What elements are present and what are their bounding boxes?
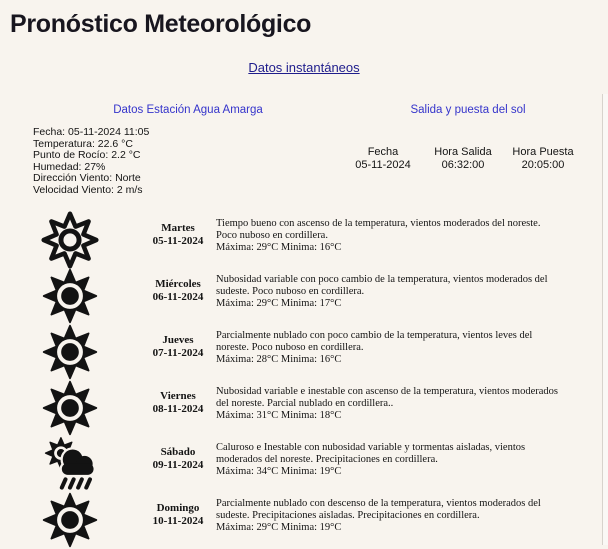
forecast-text-line: noreste. Poco nuboso en cordillera. [216, 341, 364, 353]
forecast-text-line: sudeste. Poco nuboso en cordillera. [216, 285, 365, 297]
sun-table-value-sunset: 20:05:00 [521, 159, 565, 171]
forecast-day-name: Martes [161, 222, 195, 234]
forecast-text-line: Parcialmente nublado con poco cambio de la temperatura, vientos leves del [216, 330, 533, 341]
sun-table-header-sunset: Hora Puesta [512, 146, 574, 158]
forecast-row [0, 268, 608, 324]
forecast-day-date: 09-11-2024 [152, 458, 204, 471]
sun-rain-cloud-icon [36, 435, 104, 493]
forecast-text-line: Parcialmente nublado con descenso de la temperatura, vientos moderados del [216, 498, 541, 509]
forecast-day-cell [140, 380, 216, 436]
sun-table-value-date: 05-11-2024 [355, 159, 411, 171]
sun-table-col-date [343, 146, 423, 172]
forecast-day-date: 06-11-2024 [152, 290, 204, 303]
forecast-text-line: Nubosidad variable e inestable con ascenso de la temperatura, vientos moderados [216, 386, 559, 397]
forecast-row [0, 324, 608, 380]
forecast-day-name: Sábado [160, 446, 196, 458]
forecast-description [216, 492, 608, 548]
forecast-description [216, 380, 608, 436]
station-humidity-line: Humedad: 27% [33, 160, 106, 173]
forecast-row [0, 212, 608, 268]
forecast-day-date: 08-11-2024 [152, 402, 204, 415]
forecast-day-cell [140, 492, 216, 548]
forecast-day-cell [140, 436, 216, 492]
sun-outline-icon [39, 211, 101, 269]
page-title: Pronóstico Meteorológico [10, 10, 312, 38]
forecast-icon-cell [0, 212, 140, 268]
forecast-description [216, 268, 608, 324]
forecast-text-line: Nubosidad variable con poco cambio de la temperatura, vientos moderados del [216, 274, 548, 285]
sun-table [343, 146, 583, 172]
forecast-text-line: Máxima: 29°C Minima: 17°C [216, 297, 342, 309]
sun-table-col-sunset [503, 146, 583, 172]
forecast-text-line: Máxima: 29°C Minima: 16°C [216, 241, 342, 253]
station-wind-direction-line: Dirección Viento: Norte [33, 172, 141, 184]
forecast-icon-cell [0, 268, 140, 324]
forecast-description [216, 212, 608, 268]
station-data-link[interactable]: Datos Estación Agua Amarga [113, 104, 263, 116]
station-dewpoint-line: Punto de Rocío: 2.2 °C [33, 149, 141, 161]
instant-data-link-row [0, 59, 608, 77]
station-date-line: Fecha: 05-11-2024 11:05 [33, 126, 150, 138]
forecast-day-cell [140, 212, 216, 268]
forecast-row [0, 492, 608, 548]
forecast-icon-cell [0, 324, 140, 380]
forecast-row [0, 380, 608, 436]
forecast-text-line: Máxima: 29°C Minima: 19°C [216, 521, 342, 533]
sun-table-value-sunrise: 06:32:00 [441, 159, 485, 171]
sun-filled-icon [39, 379, 101, 437]
forecast-day-date: 07-11-2024 [152, 346, 204, 359]
sun-table-header-sunrise: Hora Salida [434, 146, 492, 158]
forecast-text-line: Máxima: 34°C Minima: 19°C [216, 465, 342, 477]
forecast-day-name: Domingo [156, 502, 200, 514]
forecast-list [0, 212, 608, 548]
forecast-description [216, 436, 608, 492]
forecast-day-date: 05-11-2024 [152, 234, 204, 247]
forecast-icon-cell [0, 436, 140, 492]
forecast-icon-cell [0, 380, 140, 436]
forecast-text-line: Máxima: 31°C Minima: 18°C [216, 409, 342, 421]
station-temperature-line: Temperatura: 22.6 °C [33, 137, 133, 150]
instant-data-link[interactable]: Datos instantáneos [248, 60, 360, 75]
forecast-text-line: moderados del noreste. Precipitaciones en cordillera. [216, 453, 438, 465]
sun-table-header-date: Fecha [367, 146, 399, 158]
sun-filled-icon [39, 267, 101, 325]
forecast-day-cell [140, 324, 216, 380]
forecast-day-name: Jueves [162, 334, 194, 346]
forecast-icon-cell [0, 492, 140, 548]
forecast-day-name: Viernes [160, 390, 196, 402]
scrollbar[interactable] [602, 94, 608, 545]
forecast-day-date: 10-11-2024 [152, 514, 204, 527]
station-wind-speed-line: Velocidad Viento: 2 m/s [33, 183, 143, 196]
station-data-block [33, 127, 149, 196]
sun-filled-icon [39, 323, 101, 381]
forecast-text-line: sudeste. Precipitaciones aisladas. Precipitaciones en cordillera. [216, 509, 480, 521]
forecast-day-name: Miércoles [155, 278, 201, 290]
forecast-day-cell [140, 268, 216, 324]
forecast-description [216, 324, 608, 380]
sun-table-col-sunrise [423, 146, 503, 172]
forecast-text-line: Tiempo bueno con ascenso de la temperatura, vientos moderados del noreste. [216, 218, 541, 229]
sunrise-sunset-link[interactable]: Salida y puesta del sol [410, 104, 526, 116]
sun-filled-icon [39, 491, 101, 549]
forecast-text-line: del noreste. Parcial nublado en cordillera.. [216, 397, 394, 409]
forecast-text-line: Caluroso e Inestable con nubosidad variable y tormentas aisladas, vientos [216, 442, 526, 453]
forecast-text-line: Poco nuboso en cordillera. [216, 229, 328, 241]
forecast-row [0, 436, 608, 492]
forecast-text-line: Máxima: 28°C Minima: 16°C [216, 353, 342, 365]
